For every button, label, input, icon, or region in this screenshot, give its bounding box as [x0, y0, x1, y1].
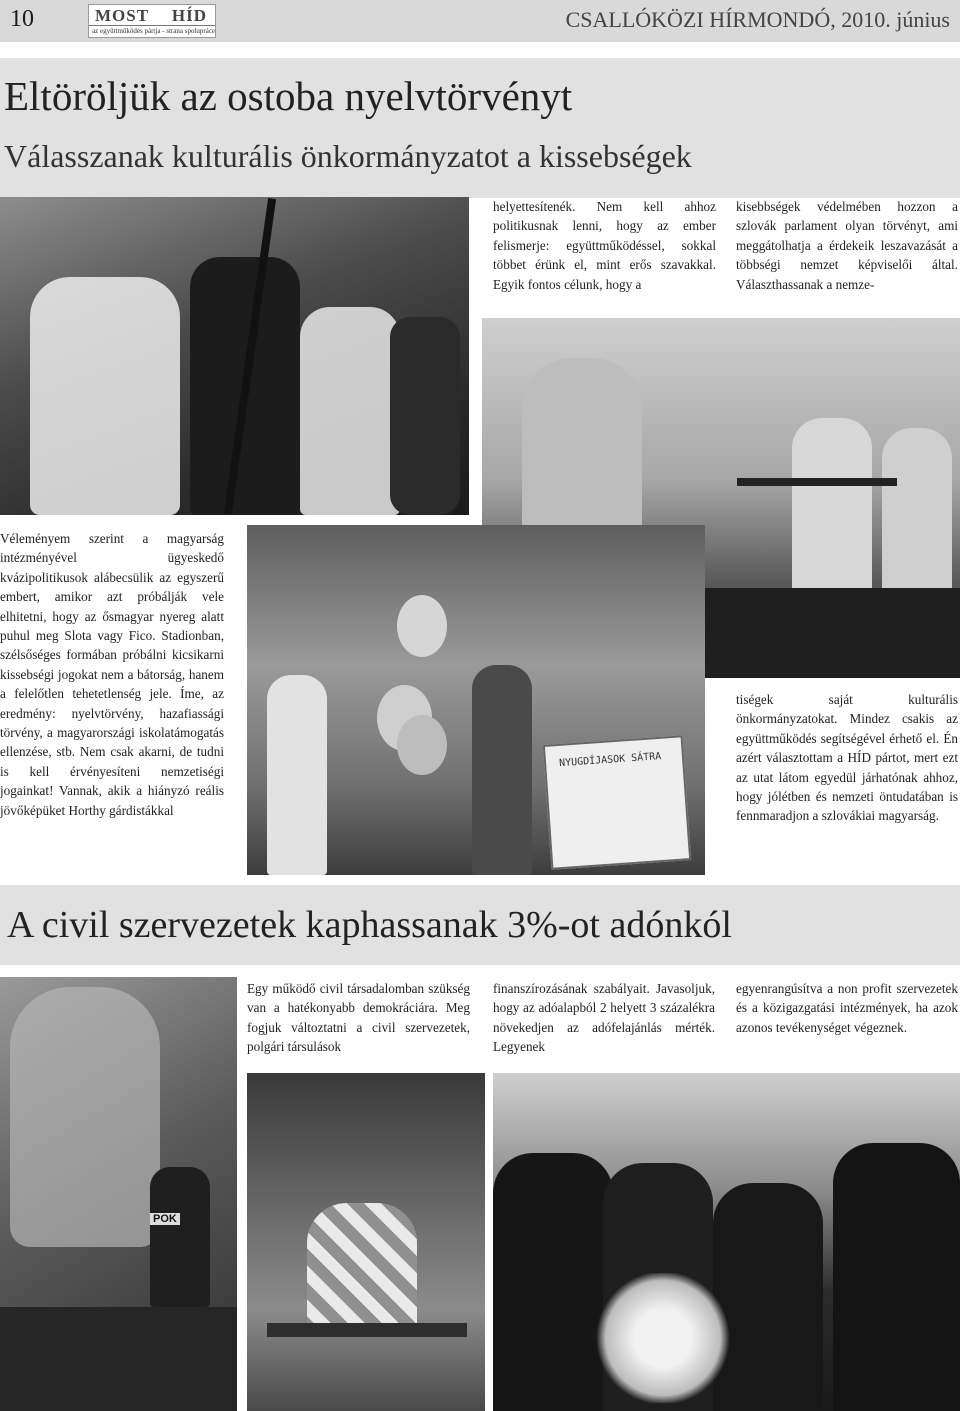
article2-col-b: finanszírozásának szabályait. Javasoljuk, hogy az adóalapból 2 helyett 3 százalékra növekedjen az adófelajánlás mérték. Legyenek [493, 981, 715, 1055]
kids-balloons-photo [247, 525, 705, 875]
folk-dance-photo [0, 197, 469, 515]
page-number: 10 [10, 6, 34, 32]
logo-tagline: az együttműködés pártja - strana spolupráce [92, 27, 216, 35]
logo-name-left: MOST [95, 6, 150, 25]
newspaper-name: CSALLÓKÖZI HÍRMONDÓ, 2010. június [565, 7, 950, 32]
statue-photo [0, 977, 237, 1411]
boy-on-bench-photo [247, 1073, 485, 1411]
article2-col-a: Egy működő civil társadalomban szükség van a hatékonyabb demokráciára. Meg fogjuk változtatni a civil szervezetek, polgári társulások [247, 981, 470, 1055]
article1-col-b: kisebbségek védelmében hozzon a szlovák parlament olyan törvényt, ami meggátolhatja a érdekeik leszavazását a többségi nemzet képviselői által. Választhassanak a nemze- [736, 199, 958, 292]
article1-col-d: tiségek saját kulturális önkormányzatokat. Mindez csakis az együttműködés segítségével érhető el. Én azért választottam a HÍD pártot, mert ezt az utat látom egyedül járhatónak ahhoz, hogy jólétben és nemzeti öntudatában is fennmaradjon a szlovákiai magyarság. [736, 692, 958, 824]
logo-divider [89, 25, 215, 26]
logo-name-right: HÍD [171, 6, 207, 25]
section-headline: A civil szervezetek kaphassanak 3%-ot adónkól [7, 904, 732, 946]
article1-col-a: helyettesítenék. Nem kell ahhoz politikusnak lenni, hogy az ember felismerje: együttműködéssel, sokkal többet érünk el, mint erős szavakkal. Egyik fontos célunk, hogy a [493, 199, 716, 292]
article-subheadline: Válasszanak kulturális önkormányzatot a kissebségek [4, 138, 692, 174]
most-hid-logo [88, 4, 216, 38]
article2-col-c: egyenrangúsítva a non profit szervezetek és a közigazgatási intézmények, ha azok azonos tevékenységet végeznek. [736, 981, 958, 1035]
officials-wreath-photo [493, 1073, 960, 1411]
article-headline: Eltöröljük az ostoba nyelvtörvényt [4, 73, 573, 119]
stage-banner-text: POK [150, 1213, 180, 1225]
article1-col-c: Véleményem szerint a magyarság intézményével ügyeskedő kvázipolitikusok alábecsülik az egyszerű embert, amikor azt próbálják vele elhitetni, hogy az ősmagyar nyereg alatt puhul meg Slota vagy Fico. Stadionban, szélsőséges formában próbálni kicsikarni kissebségi jogokat nem a bátorság, hanem a felelőtlen tehetetlenség jele. Íme, az eredmény: nyelvtörvény, hazafiassági törvény, a magyarországi iskolatámogatás ellenzése, stb. Nem csak akarni, de tudni is kell érvényesíteni nemzetiségi jogainkat! Vannak, akik a hiányzó reális jövőképüket Horthy gárdistákkal [0, 531, 224, 818]
tent-sign-label: NYUGDÍJASOK SÁTRA [558, 751, 662, 770]
